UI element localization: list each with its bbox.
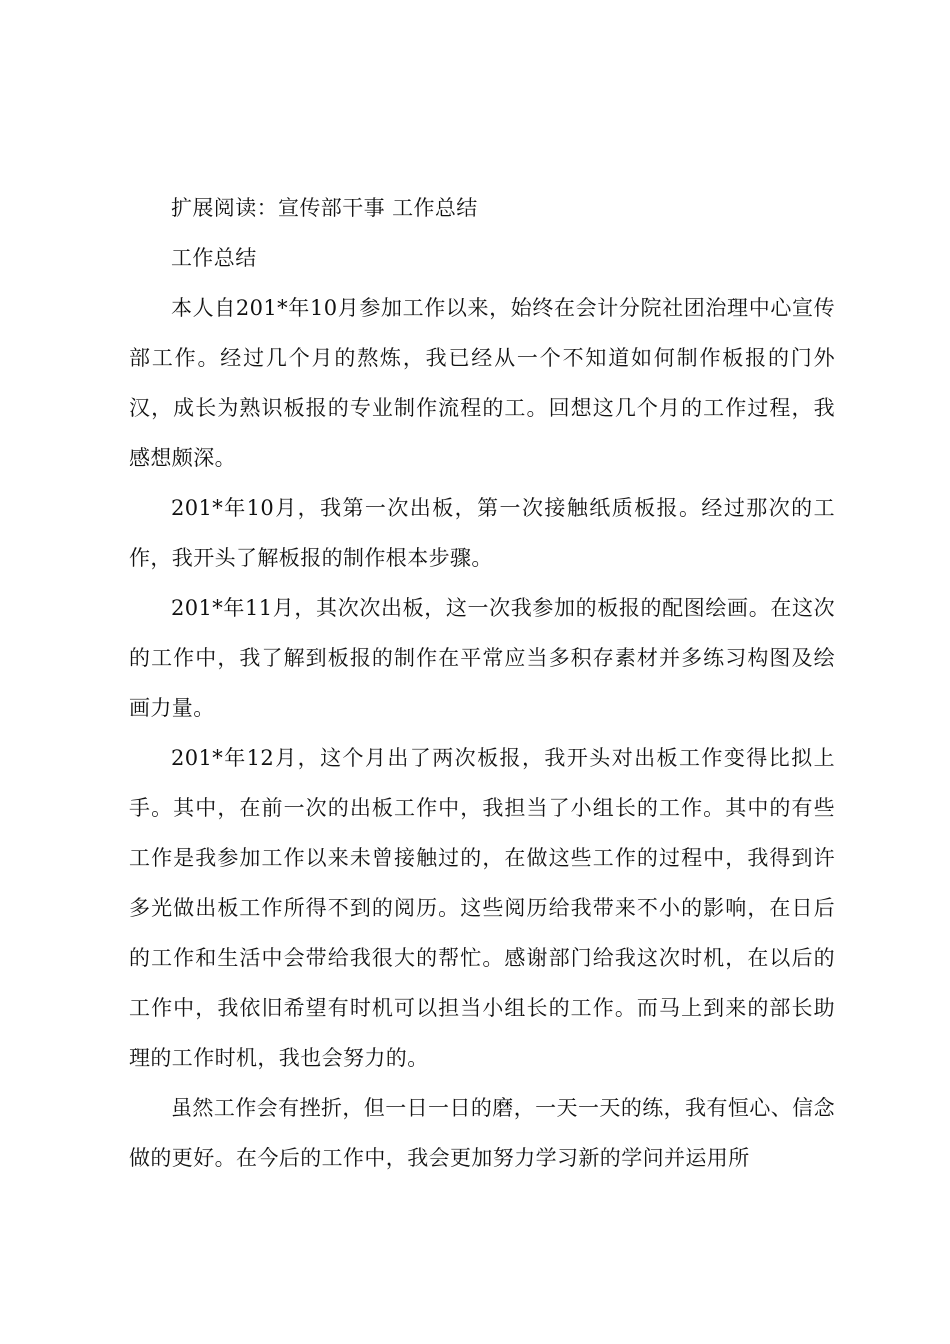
body-paragraph-2: 201*年10月，我第一次出板，第一次接触纸质板报。经过那次的工作，我开头了解板报的制作根本步骤。 bbox=[129, 496, 835, 570]
body-paragraph-5: 虽然工作会有挫折，但一日一日的磨，一天一天的练，我有恒心、信念做的更好。在今后的工作中，我会更加努力学习新的学问并运用所 bbox=[129, 1096, 835, 1170]
body-paragraph-1: 本人自201*年10月参加工作以来，始终在会计分院社团治理中心宣传部工作。经过几个月的熬炼，我已经从一个不知道如何制作板报的门外汉，成长为熟识板报的专业制作流程的工。回想这几个月的工作过程，我感想颇深。 bbox=[129, 296, 835, 470]
extended-reading-heading: 扩展阅读：宣传部干事 工作总结 bbox=[171, 196, 478, 220]
body-paragraph-4: 201*年12月，这个月出了两次板报，我开头对出板工作变得比拟上手。其中，在前一次的出板工作中，我担当了小组长的工作。其中的有些工作是我参加工作以来未曾接触过的，在做这些工作的过程中，我得到许多光做出板工作所得不到的阅历。这些阅历给我带来不小的影响，在日后的工作和生活中会带给我很大的帮忙。感谢部门给我这次时机，在以后的工作中，我依旧希望有时机可以担当小组长的工作。而马上到来的部长助理的工作时机，我也会努力的。 bbox=[129, 746, 835, 1070]
document-body bbox=[129, 183, 835, 1183]
body-paragraph-3: 201*年11月，其次次出板，这一次我参加的板报的配图绘画。在这次的工作中，我了解到板报的制作在平常应当多积存素材并多练习构图及绘画力量。 bbox=[129, 596, 835, 720]
summary-subheading: 工作总结 bbox=[171, 246, 257, 270]
